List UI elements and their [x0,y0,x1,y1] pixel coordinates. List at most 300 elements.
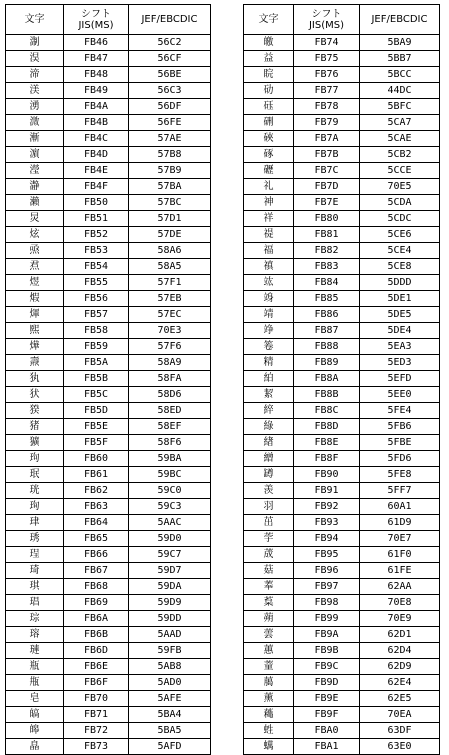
shift-jis-cell: FB6F [64,675,129,691]
shift-jis-cell: FB9C [294,659,360,675]
char-cell: 溦 [6,115,64,131]
shift-jis-cell: FB46 [64,35,129,51]
table-row [244,563,440,579]
jef-cell: 5FBE [360,435,440,451]
shift-jis-cell: FB70 [64,691,129,707]
jef-cell: 5DE4 [360,323,440,339]
char-cell: 蘒 [244,707,294,723]
jef-cell: 5BA4 [129,707,211,723]
shift-jis-cell: FB69 [64,595,129,611]
shift-jis-cell: FBA1 [294,739,360,755]
jef-cell: 56BE [129,67,211,83]
char-cell: 蒴 [244,611,294,627]
shift-jis-cell: FB71 [64,707,129,723]
table-row [6,275,211,291]
shift-jis-cell: FB8B [294,387,360,403]
char-cell: 玽 [6,451,64,467]
jef-cell: 62E4 [360,675,440,691]
table-row [244,579,440,595]
jef-cell: 5EE0 [360,387,440,403]
char-cell: 煇 [6,307,64,323]
char-cell: 菶 [244,579,294,595]
shift-jis-cell: FB62 [64,483,129,499]
char-cell: 蕙 [244,643,294,659]
shift-jis-cell: FB57 [64,307,129,323]
char-cell: 靖 [244,307,294,323]
shift-jis-cell: FB84 [294,275,360,291]
shift-jis-cell: FB7C [294,163,360,179]
char-cell: 煜 [6,275,64,291]
code-table-left-body [6,35,211,755]
char-cell: 皂 [6,691,64,707]
char-cell: 葈 [244,595,294,611]
jef-cell: 57DE [129,227,211,243]
table-row [244,675,440,691]
char-cell: 湧 [6,99,64,115]
table-row [6,419,211,435]
table-row [244,67,440,83]
shift-jis-cell: FB8E [294,435,360,451]
shift-jis-cell: FB6E [64,659,129,675]
table-row [244,99,440,115]
shift-jis-cell: FB48 [64,67,129,83]
char-cell: 蠇 [244,739,294,755]
shift-jis-cell: FB65 [64,531,129,547]
char-cell: 煆 [6,291,64,307]
table-row [244,515,440,531]
char-cell: 珒 [6,515,64,531]
char-cell: 燁 [6,339,64,355]
char-cell: 淛 [6,35,64,51]
char-cell: 焄 [6,259,64,275]
shift-jis-cell: FB72 [64,723,129,739]
jef-cell: 5CCE [360,163,440,179]
table-row [244,163,440,179]
char-cell: 皜 [6,707,64,723]
table-row [6,595,211,611]
shift-jis-cell: FB60 [64,451,129,467]
table-row [6,291,211,307]
jef-cell: 5CB2 [360,147,440,163]
char-cell: 硎 [244,115,294,131]
table-row [244,339,440,355]
jef-cell: 5BCC [360,67,440,83]
shift-jis-cell: FB55 [64,275,129,291]
char-cell: 犱 [6,371,64,387]
char-cell: 璉 [6,643,64,659]
char-cell: 羡 [244,483,294,499]
jef-cell: 58FA [129,371,211,387]
char-cell: 瓶 [6,659,64,675]
char-cell: 劯 [244,83,294,99]
shift-jis-cell: FB4F [64,179,129,195]
table-row [6,163,211,179]
char-cell: 緖 [244,435,294,451]
char-cell: 熙 [6,323,64,339]
jef-cell: 58A9 [129,355,211,371]
char-cell: 淏 [6,51,64,67]
char-cell: 福 [244,243,294,259]
shift-jis-cell: FB8F [294,451,360,467]
table-row [244,51,440,67]
shift-jis-cell: FB89 [294,355,360,371]
table-row [244,371,440,387]
char-cell: 珣 [6,499,64,515]
char-cell: 益 [244,51,294,67]
table-row [244,723,440,739]
jef-cell: 70E3 [129,323,211,339]
jef-cell: 5ED3 [360,355,440,371]
jef-cell: 58A6 [129,243,211,259]
jef-cell: 61F0 [360,547,440,563]
jef-cell: 59BC [129,467,211,483]
jef-cell: 5AD0 [129,675,211,691]
table-row [6,259,211,275]
jef-cell: 57EC [129,307,211,323]
table-row [244,547,440,563]
shift-jis-cell: FB76 [294,67,360,83]
jef-cell: 5BA9 [360,35,440,51]
char-cell: 炅 [6,211,64,227]
table-row [6,211,211,227]
shift-jis-cell: FB83 [294,259,360,275]
char-cell: 蕓 [244,627,294,643]
char-cell: 獷 [6,435,64,451]
jef-cell: 56C3 [129,83,211,99]
code-table-right-body [244,35,440,755]
table-row [6,99,211,115]
table-row [6,83,211,99]
shift-jis-cell: FB99 [294,611,360,627]
jef-cell: 5CE8 [360,259,440,275]
jef-cell: 5AFD [129,739,211,755]
char-cell: 茁 [244,515,294,531]
shift-jis-cell: FB7D [294,179,360,195]
char-cell: 﨟 [244,675,294,691]
char-cell: 睆 [244,67,294,83]
table-row [6,579,211,595]
shift-jis-cell: FB86 [294,307,360,323]
shift-jis-cell: FB52 [64,227,129,243]
char-cell: 神 [244,195,294,211]
char-cell: 琇 [6,531,64,547]
table-row [244,35,440,51]
jef-cell: 5CAE [360,131,440,147]
code-table-right [243,4,440,755]
table-row [6,387,211,403]
jef-cell: 5DE5 [360,307,440,323]
table-row [244,211,440,227]
table-row [244,307,440,323]
jef-cell: 62D1 [360,627,440,643]
table-row [6,35,211,51]
char-cell: 絜 [244,387,294,403]
jef-cell: 58EF [129,419,211,435]
table-row [6,483,211,499]
table-row [244,115,440,131]
shift-jis-cell: FB5C [64,387,129,403]
shift-jis-cell: FB75 [294,51,360,67]
shift-jis-cell: FB93 [294,515,360,531]
table-row [6,691,211,707]
shift-jis-cell: FB51 [64,211,129,227]
jef-cell: 70EA [360,707,440,723]
char-cell: 琦 [6,563,64,579]
jef-cell: 57F6 [129,339,211,355]
header-char: 文字 [6,5,64,35]
table-row [244,323,440,339]
shift-jis-cell: FB8C [294,403,360,419]
shift-jis-cell: FB77 [294,83,360,99]
shift-jis-cell: FB6A [64,611,129,627]
shift-jis-cell: FB53 [64,243,129,259]
header-shift-jis [294,5,360,35]
jef-cell: 59C0 [129,483,211,499]
table-row [6,227,211,243]
shift-jis-cell: FB95 [294,547,360,563]
jef-cell: 62AA [360,579,440,595]
shift-jis-cell: FB8D [294,419,360,435]
table-row [6,195,211,211]
jef-cell: 61D9 [360,515,440,531]
table-row [6,115,211,131]
jef-cell: 5AAC [129,515,211,531]
char-cell: 竧 [244,291,294,307]
char-cell: 渧 [6,67,64,83]
table-row [244,259,440,275]
shift-jis-cell: FB80 [294,211,360,227]
char-cell: 猤 [6,403,64,419]
table-row [6,435,211,451]
table-row [244,83,440,99]
shift-jis-cell: FB7A [294,131,360,147]
jef-cell: 58D6 [129,387,211,403]
char-cell: 珵 [6,547,64,563]
table-row [6,547,211,563]
table-row [6,739,211,755]
char-cell: 禔 [244,227,294,243]
jef-cell: 5FB6 [360,419,440,435]
shift-jis-cell: FB4D [64,147,129,163]
char-cell: 焏 [6,243,64,259]
table-row [244,243,440,259]
shift-jis-cell: FB49 [64,83,129,99]
table-row [244,419,440,435]
jef-cell: 5DE1 [360,291,440,307]
shift-jis-cell: FB9D [294,675,360,691]
jef-cell: 5CE4 [360,243,440,259]
shift-jis-cell: FB9F [294,707,360,723]
table-row [244,739,440,755]
jef-cell: 70E5 [360,179,440,195]
table-row [6,243,211,259]
char-cell: 硺 [244,147,294,163]
table-row [6,51,211,67]
table-row [6,67,211,83]
table-row [6,179,211,195]
table-row [6,323,211,339]
char-cell: 皞 [6,723,64,739]
table-row [244,435,440,451]
jef-cell: 61FE [360,563,440,579]
shift-jis-cell: FB5B [64,371,129,387]
shift-jis-cell: FB4C [64,131,129,147]
char-cell: 琮 [6,611,64,627]
table-row [244,595,440,611]
table-row [6,643,211,659]
header-shift-line2: JIS(MS) [78,19,114,31]
char-cell: 珖 [6,483,64,499]
char-cell: 羽 [244,499,294,515]
char-cell: 犾 [6,387,64,403]
jef-cell: 59BA [129,451,211,467]
shift-jis-cell: FB9E [294,691,360,707]
jef-cell: 57B9 [129,163,211,179]
table-row [6,339,211,355]
shift-jis-cell: FB4A [64,99,129,115]
shift-jis-cell: FB74 [294,35,360,51]
table-row [6,563,211,579]
header-jef: JEF/EBCDIC [129,5,211,35]
jef-cell: 56C2 [129,35,211,51]
shift-jis-cell: FB64 [64,515,129,531]
jef-cell: 56FE [129,115,211,131]
table-row [6,355,211,371]
shift-jis-cell: FB92 [294,499,360,515]
table-row [244,131,440,147]
char-cell: 皦 [244,35,294,51]
jef-cell: 5CDC [360,211,440,227]
jef-cell: 5DDD [360,275,440,291]
table-row [6,403,211,419]
char-cell: 燾 [6,355,64,371]
table-row [6,627,211,643]
table-row [244,483,440,499]
jef-cell: 5AFE [129,691,211,707]
shift-jis-cell: FB47 [64,51,129,67]
shift-jis-cell: FB68 [64,579,129,595]
table-row [6,371,211,387]
jef-cell: 5AB8 [129,659,211,675]
jef-cell: 5CE6 [360,227,440,243]
shift-jis-cell: FB78 [294,99,360,115]
header-char: 文字 [244,5,294,35]
char-cell: 硤 [244,131,294,147]
char-cell: 荢 [244,531,294,547]
char-cell: 綠 [244,419,294,435]
table-row [244,179,440,195]
shift-jis-cell: FB4E [64,163,129,179]
table-row [6,675,211,691]
table-row [244,499,440,515]
table-row [244,387,440,403]
jef-cell: 57BA [129,179,211,195]
char-cell: 渼 [6,83,64,99]
jef-cell: 59DA [129,579,211,595]
jef-cell: 59C3 [129,499,211,515]
char-cell: 砡 [244,99,294,115]
shift-jis-cell: FB5E [64,419,129,435]
jef-cell: 57B8 [129,147,211,163]
table-row [244,403,440,419]
shift-jis-cell: FB61 [64,467,129,483]
char-cell: 﨡 [244,723,294,739]
jef-cell: 60A1 [360,499,440,515]
char-cell: 罇 [244,467,294,483]
char-cell: 琪 [6,579,64,595]
shift-jis-cell: FB94 [294,531,360,547]
table-header-row [6,5,211,35]
jef-cell: 57EB [129,291,211,307]
char-cell: 禛 [244,259,294,275]
shift-jis-cell: FB5A [64,355,129,371]
jef-cell: 62E5 [360,691,440,707]
shift-jis-cell: FB87 [294,323,360,339]
shift-jis-cell: FB54 [64,259,129,275]
jef-cell: 58F6 [129,435,211,451]
table-row [244,707,440,723]
code-table-left [5,4,211,755]
jef-cell: 59D9 [129,595,211,611]
jef-cell: 59D7 [129,563,211,579]
shift-jis-cell: FB7E [294,195,360,211]
table-row [6,723,211,739]
shift-jis-cell: FB8A [294,371,360,387]
jef-cell: 57F1 [129,275,211,291]
shift-jis-cell: FB97 [294,579,360,595]
char-cell: 荿 [244,547,294,563]
table-row [6,307,211,323]
jef-cell: 5FE8 [360,467,440,483]
shift-jis-cell: FB6B [64,627,129,643]
jef-cell: 56DF [129,99,211,115]
shift-jis-cell: FB88 [294,339,360,355]
jef-cell: 5BA5 [129,723,211,739]
shift-jis-cell: FB50 [64,195,129,211]
char-cell: 皛 [6,739,64,755]
table-row [6,515,211,531]
jef-cell: 5EA3 [360,339,440,355]
shift-jis-cell: FB9A [294,627,360,643]
table-header-row [244,5,440,35]
shift-jis-cell: FB5D [64,403,129,419]
table-row [244,659,440,675]
shift-jis-cell: FB90 [294,467,360,483]
jef-cell: 63DF [360,723,440,739]
char-cell: 竫 [244,323,294,339]
shift-jis-cell: FB85 [294,291,360,307]
char-cell: 濵 [6,147,64,163]
header-shift-line1: シフト [81,8,111,20]
header-shift-line2: JIS(MS) [308,19,345,31]
char-cell: 繒 [244,451,294,467]
char-cell: 瀞 [6,179,64,195]
jef-cell: 62D4 [360,643,440,659]
shift-jis-cell: FB6D [64,643,129,659]
table-row [244,611,440,627]
jef-cell: 5FD6 [360,451,440,467]
char-cell: 瑢 [6,627,64,643]
jef-cell: 62D9 [360,659,440,675]
table-row [244,147,440,163]
char-cell: 竑 [244,275,294,291]
char-cell: 漸 [6,131,64,147]
table-row [6,499,211,515]
char-cell: 炫 [6,227,64,243]
table-row [6,531,211,547]
jef-cell: 58A5 [129,259,211,275]
char-cell: 猪 [6,419,64,435]
